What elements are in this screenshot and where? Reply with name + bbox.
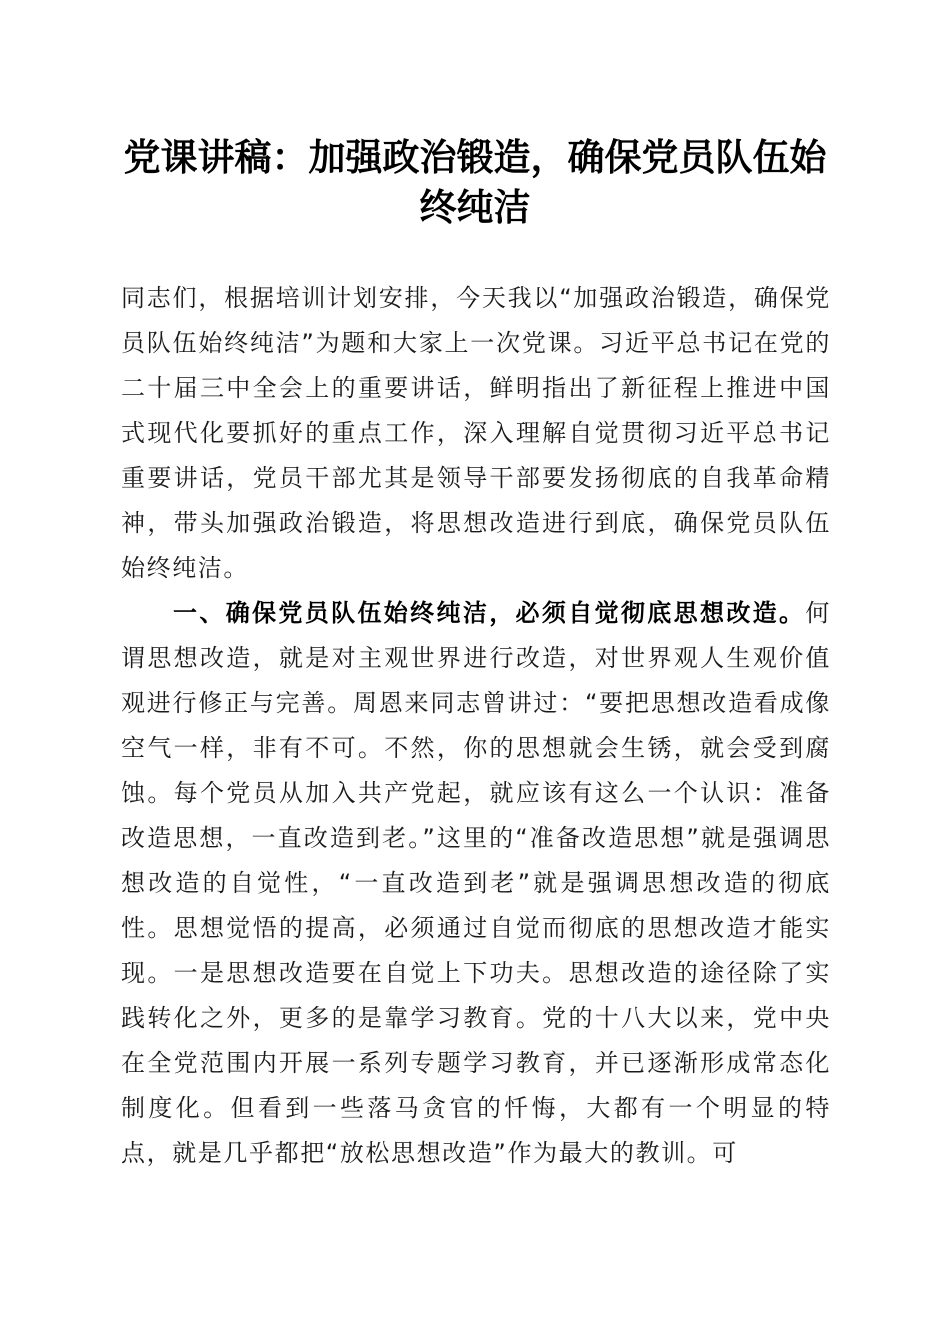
section-one-heading: 一、确保党员队伍始终纯洁，必须自觉彻底思想改造。: [173, 599, 806, 627]
section-one-text: 何谓思想改造，就是对主观世界进行改造，对世界观人生观价值观进行修正与完善。周恩来同志曾讲过：“要把思想改造看成像空气一样，非有不可。不然，你的思想就会生锈，就会受到腐蚀。每个党员从加入共产党起，就应该有这么一个认识：准备改造思想，一直改造到老。”这里的“准备改造思想”就是强调思想改造的自觉性，“一直改造到老”就是强调思想改造的彻底性。思想觉悟的提高，必须通过自觉而彻底的思想改造才能实现。一是思想改造要在自觉上下功夫。思想改造的途径除了实践转化之外，更多的是靠学习教育。党的十八大以来，党中央在全党范围内开展一系列专题学习教育，并已逐渐形成常态化制度化。但看到一些落马贪官的忏悔，大都有一个明显的特点，就是几乎都把“放松思想改造”作为最大的教训。可: [121, 599, 831, 1167]
intro-paragraph: 同志们，根据培训计划安排，今天我以“加强政治锻造，确保党员队伍始终纯洁”为题和大家上一次党课。习近平总书记在党的二十届三中全会上的重要讲话，鲜明指出了新征程上推进中国式现代化要抓好的重点工作，深入理解自觉贯彻习近平总书记重要讲话，党员干部尤其是领导干部要发扬彻底的自我革命精神，带头加强政治锻造，将思想改造进行到底，确保党员队伍始终纯洁。: [121, 284, 831, 582]
section-one-paragraph: [121, 591, 831, 1176]
document-title: 党课讲稿：加强政治锻造，确保党员队伍始终纯洁: [123, 135, 827, 229]
document-body: [121, 276, 831, 1176]
